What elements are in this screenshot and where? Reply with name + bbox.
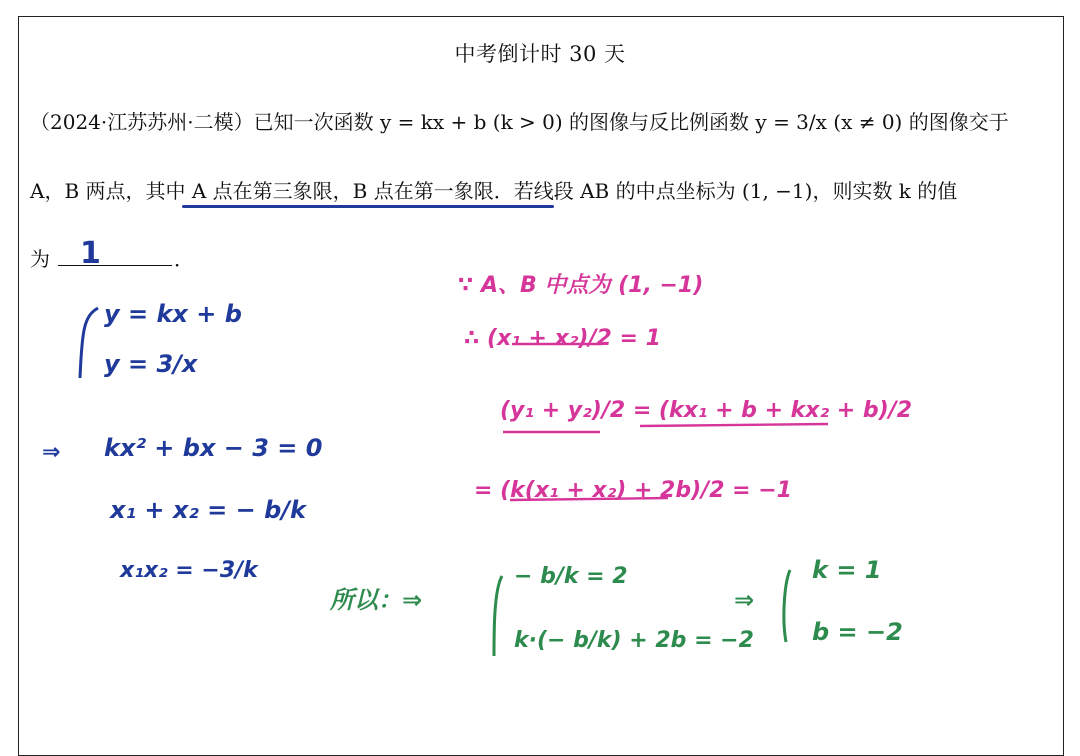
green-brace-right [784, 570, 790, 642]
page-title: 中考倒计时 30 天 [454, 42, 626, 66]
green-result-k: k = 1 [812, 556, 882, 584]
answer-prefix: 为 [30, 247, 50, 271]
answer-value: 1 [80, 236, 101, 271]
problem-line-1: （2024·江苏苏州·二模）已知一次函数 y = kx + b (k > 0) 的图像与反比例函数 y = 3/x (x ≠ 0) 的图像交于 [30, 110, 1009, 134]
pink-fraction-bar-3 [640, 424, 828, 426]
green-result-b: b = −2 [812, 618, 903, 646]
blue-quadratic: kx² + bx − 3 = 0 [104, 434, 323, 462]
pink-y-midpoint-simplified: = (k(x₁ + x₂) + 2b)/2 = −1 [474, 478, 792, 503]
blue-brace-left [80, 308, 98, 378]
green-therefore: 所以：⇒ [330, 586, 423, 614]
green-eq1: − b/k = 2 [514, 564, 628, 589]
green-eq2: k·(− b/k) + 2b = −2 [514, 628, 754, 653]
blue-product-roots: x₁x₂ = −3/k [120, 558, 258, 583]
answer-suffix: ． [174, 247, 194, 271]
blue-system-line-1: y = kx + b [104, 300, 242, 328]
green-implies-arrow: ⇒ [734, 586, 755, 614]
blue-sum-roots: x₁ + x₂ = − b/k [110, 496, 306, 524]
pink-y-midpoint: (y₁ + y₂)/2 = (kx₁ + b + kx₂ + b)/2 [500, 398, 913, 423]
problem-line-2: A，B 两点，其中 A 点在第三象限，B 点在第一象限．若线段 AB 的中点坐标为 (1, −1)，则实数 k 的值 [30, 179, 958, 203]
blue-system-line-2: y = 3/x [104, 350, 198, 378]
blue-implies-arrow: ⇒ [42, 440, 61, 465]
pink-given: ∵ A、B 中点为 (1, −1) [458, 273, 704, 298]
green-brace-left [494, 576, 502, 656]
pink-x-midpoint: ∴ (x₁ + x₂)/2 = 1 [464, 326, 661, 351]
